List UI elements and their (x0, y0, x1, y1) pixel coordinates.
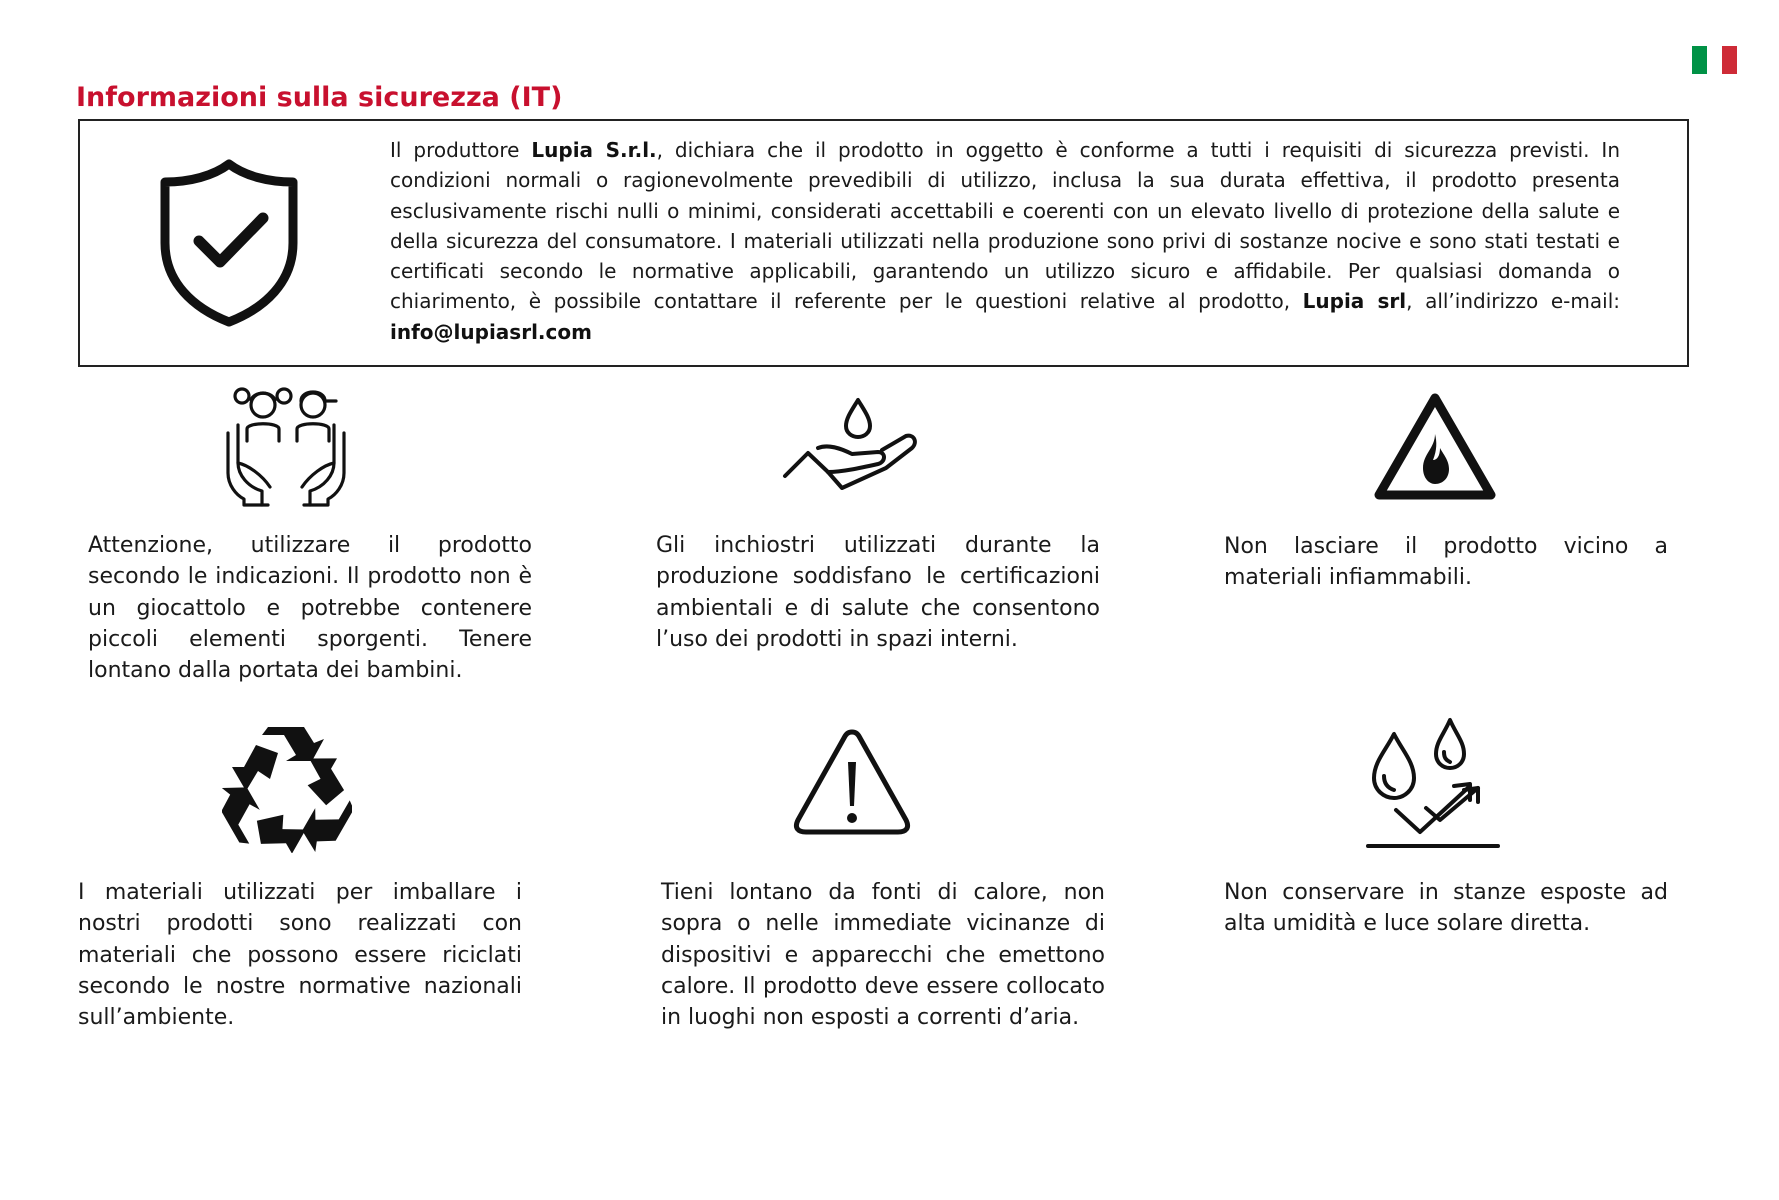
flammable-warning-icon (1373, 392, 1497, 502)
packaging-recycle-text: I materiali utilizzati per imballare i nostri prodotti sono realizzati con materiali che possono essere riciclati secondo le nostre normative nazionali sull’ambiente. (78, 880, 522, 1031)
recycle-icon (222, 723, 352, 853)
heat-warning-text: Tieni lontano da fonti di calore, non sopra o nelle immediate vicinanze di dispositivi e apparecchi che emettono calore. Il prodotto deve essere collocato in luoghi non esposti a correnti d’aria. (661, 880, 1105, 1031)
flammable-warning-text: Non lasciare il prodotto vicino a materiali infiammabili. (1224, 534, 1668, 591)
safety-declaration-text: Il produttore Lupia S.r.l., dichiara che il prodotto in oggetto è conforme a tutti i requisiti di sicurezza previsti. In condizioni normali o ragionevolmente prevedibili di utilizzo, inclusa la sua durata effettiva, il prodotto presenta esclusivamente rischi nulli o minimi, considerati accettabili e coerenti con un elevato livello di protezione della salute e della sicurezza del consumatore. I materiali utilizzati nella produzione sono privi di sostanze nocive e sono stati testati e certificati secondo le normative applicabili, garantendo un utilizzo sicuro e affidabile. Per qualsiasi domanda o chiarimento, è possibile contattare il referente per le questioni relative al prodotto, Lupia srl, all’indirizzo e-mail: info@lupiasrl.com (390, 138, 1621, 344)
safety-declaration-box (78, 119, 1689, 367)
hand-drop-icon (782, 396, 920, 494)
manufacturer-name: Lupia S.r.l. (531, 138, 657, 162)
humidity-icon (1366, 716, 1506, 852)
warning-icon (790, 724, 914, 838)
contact-email: info@lupiasrl.com (390, 319, 592, 344)
shield-check-icon (160, 159, 298, 332)
humidity-warning-text: Non conservare in stanze esposte ad alta umidità e luce solare diretta. (1224, 880, 1668, 937)
page-title: Informazioni sulla sicurezza (IT) (76, 82, 563, 113)
inks-certification-text: Gli inchiostri utilizzati durante la produzione soddisfano le certificazioni ambientali e di salute che consentono l’uso dei prodotti in spazi interni. (656, 533, 1100, 652)
children-hands-icon (218, 383, 354, 508)
children-warning-text: Attenzione, utilizzare il prodotto secondo le indicazioni. Il prodotto non è un giocattolo e potrebbe contenere piccoli elementi sporgenti. Tenere lontano dalla portata dei bambini. (88, 533, 532, 684)
italian-flag-icon (1692, 46, 1737, 74)
contact-name: Lupia srl (1302, 289, 1407, 314)
